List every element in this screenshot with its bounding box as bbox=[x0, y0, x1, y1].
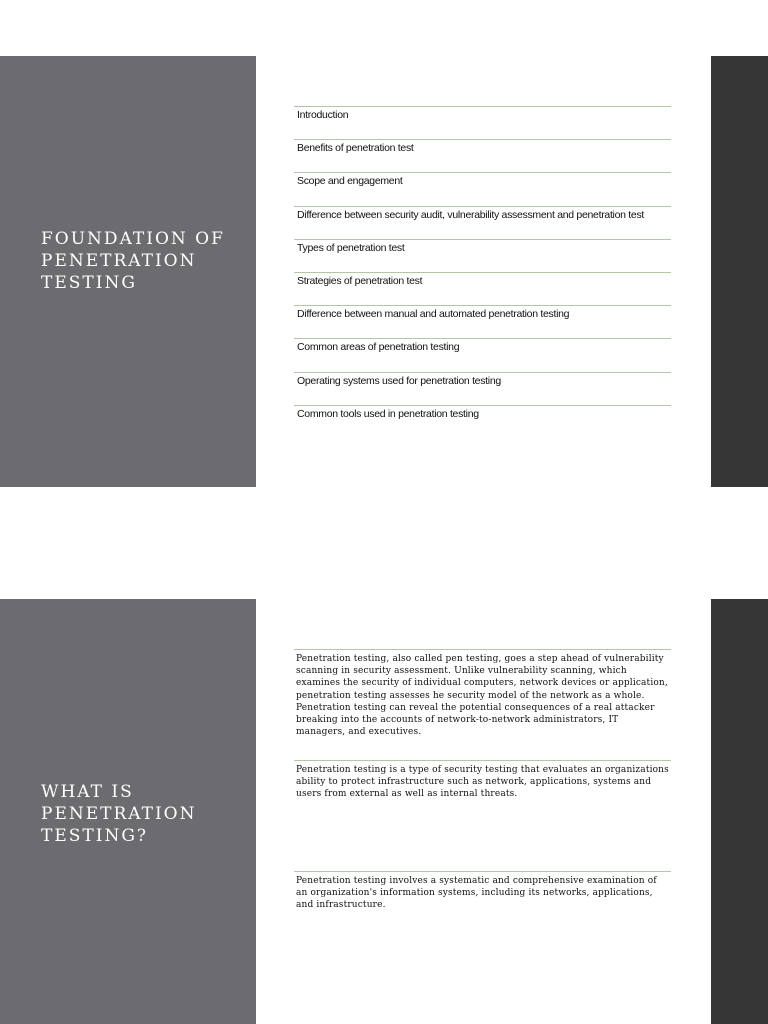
agenda-item-label: Operating systems used for penetration testing bbox=[297, 374, 501, 387]
agenda-item-label: Introduction bbox=[297, 109, 349, 121]
agenda-item-label: Common areas of penetration testing bbox=[297, 341, 460, 354]
slide-what-is-pentest bbox=[0, 599, 768, 1024]
agenda-item-label: Benefits of penetration test bbox=[297, 142, 414, 155]
agenda-item bbox=[294, 206, 671, 239]
slide-title: WHAT IS PENETRATION TESTING? bbox=[41, 782, 197, 846]
agenda-item bbox=[294, 338, 671, 371]
paragraph-text: Penetration testing is a type of security testing that evaluates an organizations ability to protect infrastructure such as network, applications, systems and users from external as well as internal threats. bbox=[296, 765, 669, 800]
slide-foundation bbox=[0, 56, 768, 487]
agenda-item-label: Difference between security audit, vulnerability assessment and penetration test bbox=[297, 208, 645, 221]
accent-bar bbox=[711, 599, 768, 1024]
agenda-item-label: Types of penetration test bbox=[297, 241, 405, 254]
paragraph-block bbox=[294, 760, 671, 801]
paragraph-text: Penetration testing, also called pen testing, goes a step ahead of vulnerability scanning in security assessment. Unlike vulnerability scanning, which examines the security of individual computers, network devices or application, penetration testing assesses he security model of the network as a whole. Penetration testing can reveal the potential consequences of a real attacker breaking into the accounts of network-to-network administrators, IT managers, and executives. bbox=[296, 654, 668, 738]
paragraph-text: Penetration testing involves a systematic and comprehensive examination of an organization's information systems, including its networks, applications, and infrastructure. bbox=[296, 876, 657, 911]
agenda-item bbox=[294, 372, 671, 405]
agenda-item bbox=[294, 239, 671, 272]
paragraph-block bbox=[294, 649, 671, 738]
agenda-list bbox=[294, 106, 671, 438]
agenda-item bbox=[294, 106, 671, 139]
agenda-item bbox=[294, 305, 671, 338]
accent-bar bbox=[711, 56, 768, 487]
agenda-item bbox=[294, 405, 671, 438]
agenda-item bbox=[294, 172, 671, 205]
agenda-item-label: Strategies of penetration test bbox=[297, 274, 423, 287]
slide-title: FOUNDATION OF PENETRATION TESTING bbox=[41, 229, 225, 293]
agenda-item-label: Common tools used in penetration testing bbox=[297, 407, 479, 420]
agenda-item bbox=[294, 272, 671, 305]
paragraph-block bbox=[294, 871, 671, 912]
agenda-item-label: Scope and engagement bbox=[297, 175, 403, 188]
agenda-item-label: Difference between manual and automated penetration testing bbox=[297, 308, 570, 321]
agenda-item bbox=[294, 139, 671, 172]
